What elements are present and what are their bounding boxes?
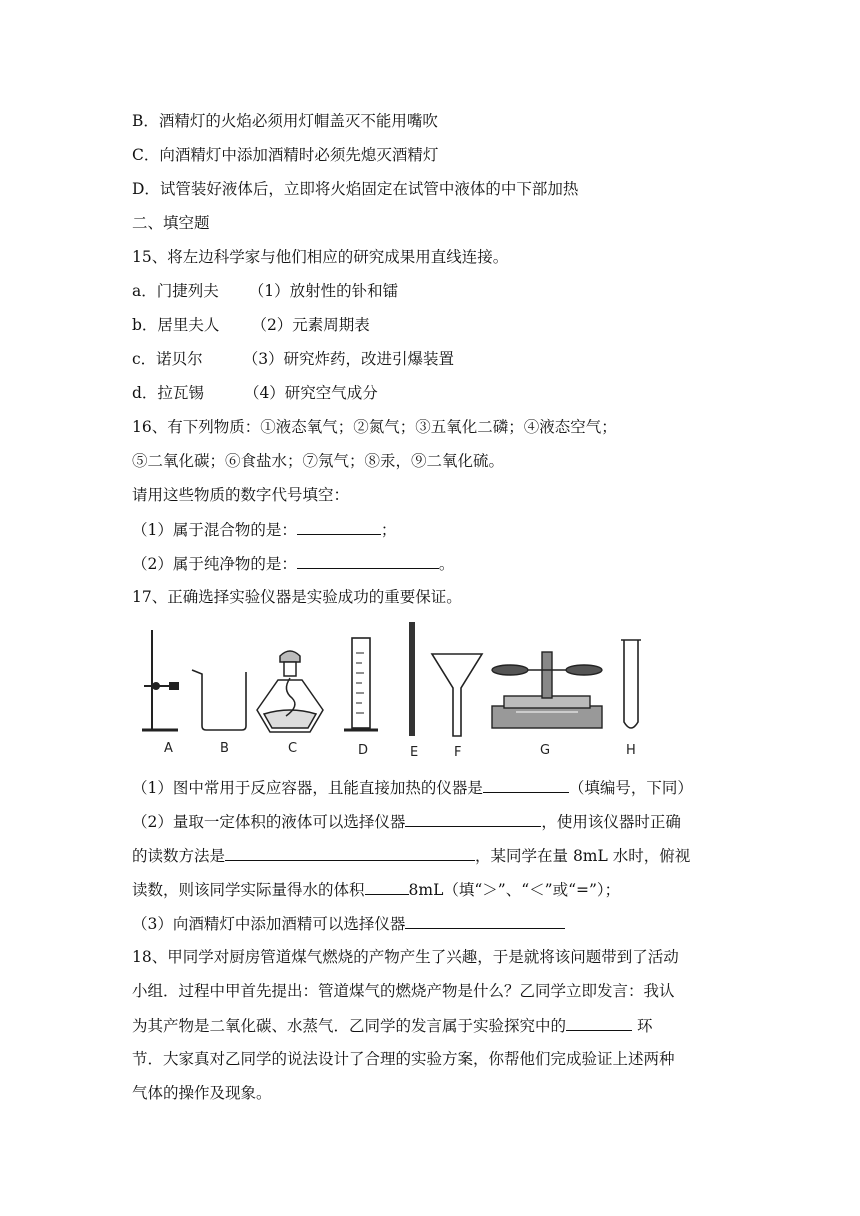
graduated-cylinder-icon <box>344 638 378 730</box>
section-title: 二、填空题 <box>132 214 210 232</box>
figure-label-e: E <box>410 745 419 760</box>
answer-blank[interactable] <box>405 912 565 929</box>
q15-achievement: （2）元素周期表 <box>251 316 370 334</box>
q16-stem-line1: 16、有下列物质：①液态氧气；②氮气；③五氧化二磷；④液态空气； <box>132 418 617 436</box>
q15-scientist: d．拉瓦锡 <box>132 384 204 402</box>
q17-part1: （1）图中常用于反应容器，且能直接加热的仪器是 （填编号，下同） <box>132 776 693 799</box>
q15-row-a <box>132 280 398 302</box>
q15-row-d <box>132 382 378 404</box>
figure-label-g: G <box>540 743 551 758</box>
iron-stand-icon <box>142 630 178 730</box>
q18-line1: 18、甲同学对厨房管道煤气燃烧的产物产生了兴趣，于是就将该问题带到了活动 <box>132 948 679 966</box>
q15-achievement: （1）放射性的钋和镭 <box>248 282 399 300</box>
q17-part2-line3: 读数，则该同学实际量得水的体积 8mL（填“＞”、“＜”或“=”）； <box>132 878 620 901</box>
q15-stem: 15、将左边科学家与他们相应的研究成果用直线连接。 <box>132 248 509 266</box>
q18-line4: 节．大家真对乙同学的说法设计了合理的实验方案，你帮他们完成验证上述两种 <box>132 1050 675 1068</box>
q17-stem: 17、正确选择实验仪器是实验成功的重要保证。 <box>132 588 462 606</box>
q14-option-d: D．试管装好液体后，立即将火焰固定在试管中液体的中下部加热 <box>132 180 579 198</box>
answer-blank[interactable] <box>297 518 381 535</box>
q15-achievement: （4）研究空气成分 <box>243 384 378 402</box>
q17-part2-line2: 的读数方法是 ，某同学在量 8mL 水时，俯视 <box>132 844 690 867</box>
q15-achievement: （3）研究炸药，改进引爆装置 <box>242 350 455 368</box>
beaker-icon <box>192 670 246 730</box>
q15-scientist: b．居里夫人 <box>132 316 220 334</box>
q17-part2: （2）量取一定体积的液体可以选择仪器 ，使用该仪器时正确 <box>132 810 681 833</box>
figure-label-f: F <box>454 745 462 760</box>
q15-scientist: c．诺贝尔 <box>132 350 203 368</box>
answer-blank[interactable] <box>566 1014 632 1031</box>
glass-rod-icon <box>409 622 415 736</box>
q15-row-b <box>132 314 370 336</box>
test-tube-icon <box>621 640 641 728</box>
q18-line2: 小组．过程中甲首先提出：管道煤气的燃烧产物是什么？乙同学立即发言：我认 <box>132 982 675 1000</box>
figure-label-b: B <box>220 741 229 756</box>
balance-icon <box>492 652 602 728</box>
answer-blank[interactable] <box>297 552 439 569</box>
q18-line3: 为其产物是二氧化碳、水蒸气．乙同学的发言属于实验探究中的 环 <box>132 1014 652 1037</box>
q15-scientist: a．门捷列夫 <box>132 282 219 300</box>
figure-label-d: D <box>358 743 369 758</box>
q15-row-c <box>132 348 454 370</box>
answer-blank[interactable] <box>365 878 409 895</box>
alcohol-lamp-icon <box>257 651 323 732</box>
answer-blank[interactable] <box>483 776 569 793</box>
q17-part3: （3）向酒精灯中添加酒精可以选择仪器 <box>132 912 565 935</box>
lab-apparatus-figure <box>132 618 652 768</box>
q16-stem-line2: ⑤二氧化碳；⑥食盐水；⑦氖气；⑧汞，⑨二氧化硫。 <box>132 452 505 470</box>
q16-part2: （2）属于纯净物的是： 。 <box>132 552 454 575</box>
q14-option-b: B．酒精灯的火焰必须用灯帽盖灭不能用嘴吹 <box>132 112 438 130</box>
q14-option-c: C．向酒精灯中添加酒精时必须先熄灭酒精灯 <box>132 146 439 164</box>
funnel-icon <box>432 654 482 736</box>
answer-blank[interactable] <box>225 844 475 861</box>
figure-label-h: H <box>626 743 636 758</box>
figure-label-c: C <box>288 741 298 756</box>
q16-instruction: 请用这些物质的数字代号填空： <box>132 486 350 504</box>
q16-part1: （1）属于混合物的是： ； <box>132 518 396 541</box>
q18-line5: 气体的操作及现象。 <box>132 1084 272 1102</box>
answer-blank[interactable] <box>405 810 541 827</box>
figure-label-a: A <box>164 741 173 756</box>
